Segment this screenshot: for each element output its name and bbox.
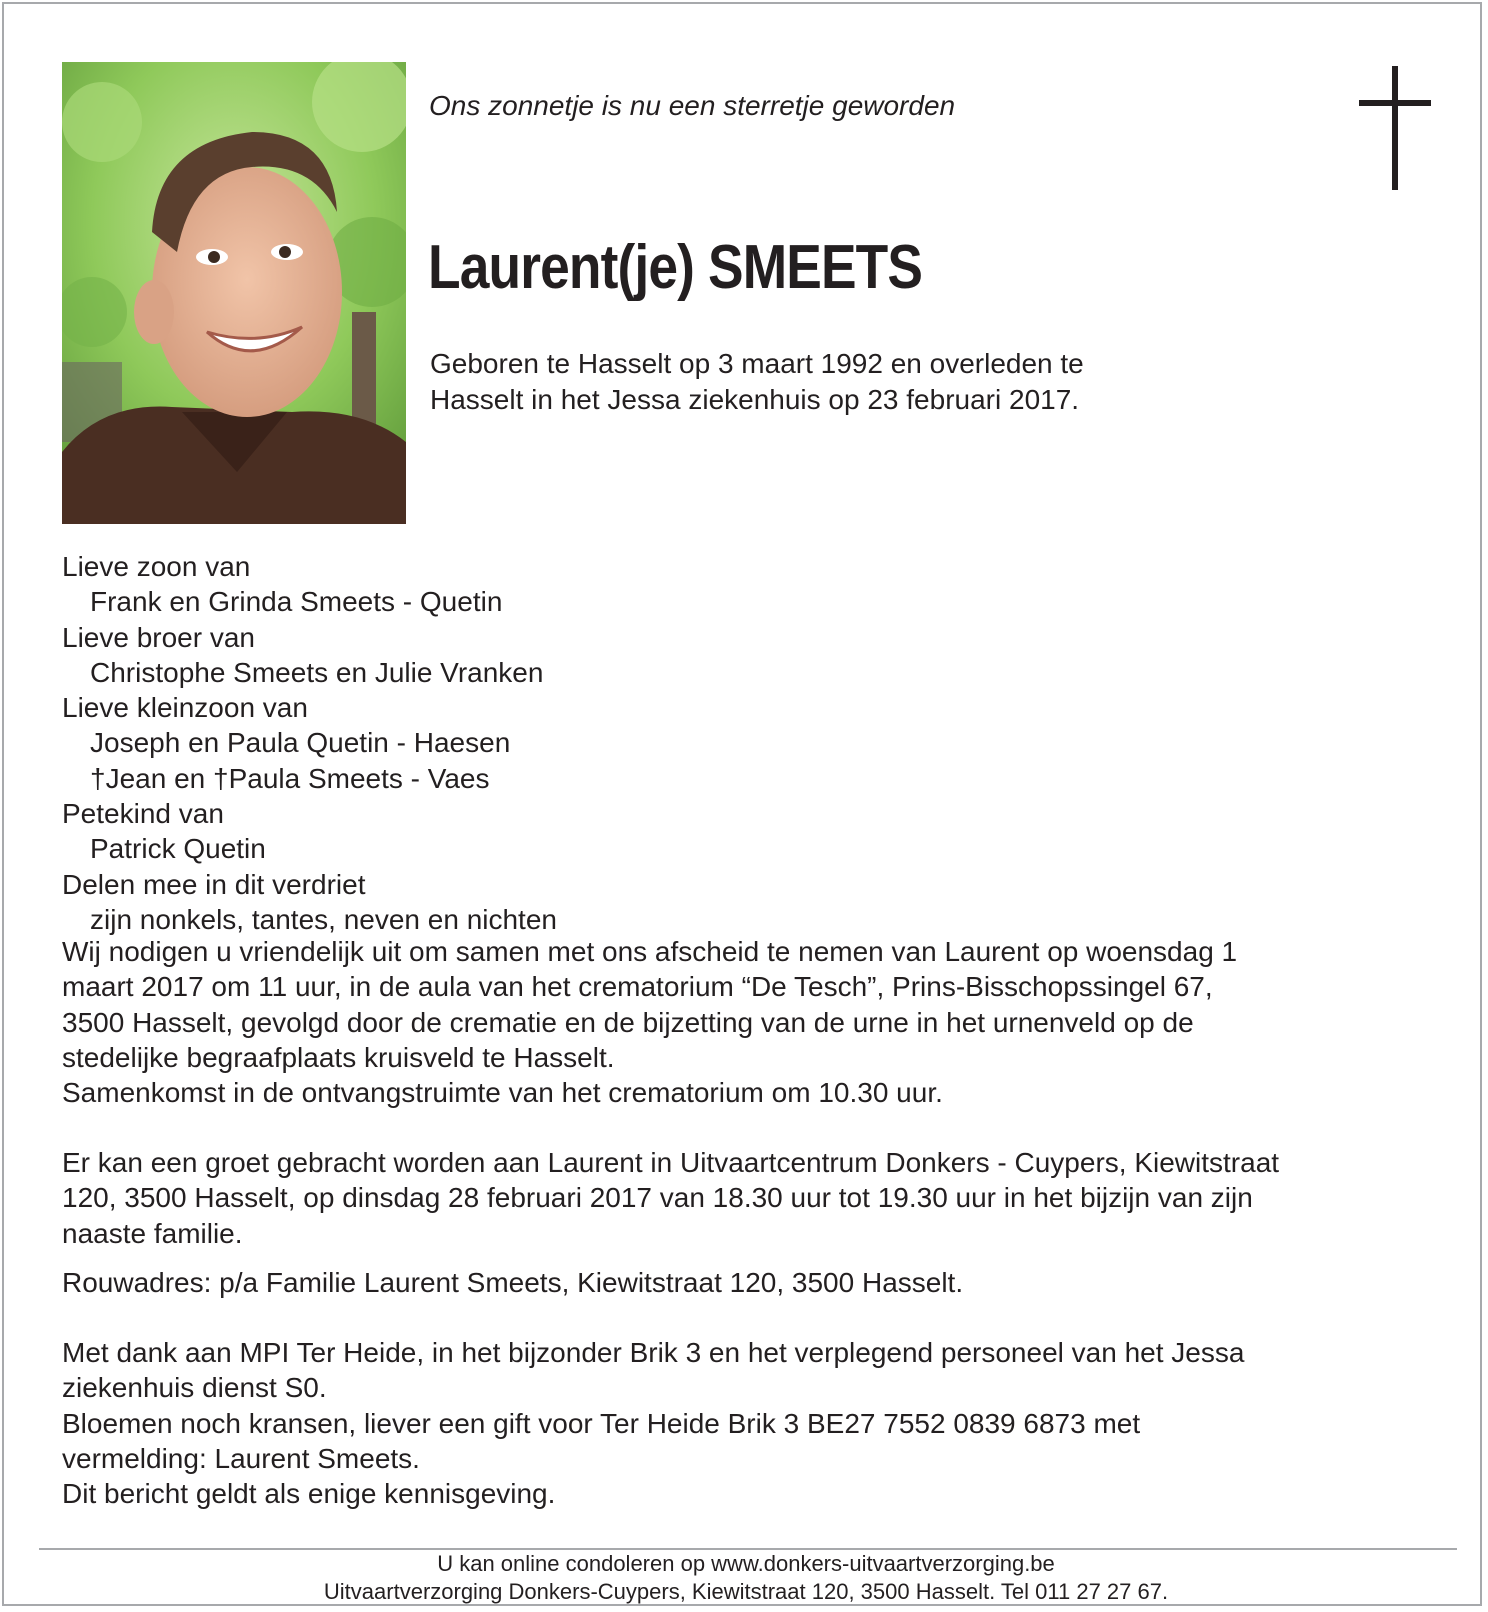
condolence-line: U kan online condoleren op www.donkers-uitvaartverzorging.be xyxy=(437,1551,1055,1576)
text-line: vermelding: Laurent Smeets. xyxy=(62,1442,420,1474)
text-line: Met dank aan MPI Ter Heide, in het bijzonder Brik 3 en het verplegend personeel van het Jessa xyxy=(62,1337,1245,1368)
text-line: maart 2017 om 11 uur, in de aula van het crematorium “De Tesch”, Prins-Bisschopssingel 67, xyxy=(62,971,1213,1003)
text-line: Dit bericht geldt als enige kennisgeving. xyxy=(62,1478,556,1510)
text-line: Bloemen noch kransen, liever een gift voor Ter Heide Brik 3 BE27 7552 0839 6873 met xyxy=(62,1407,1141,1439)
text-line: naaste familie. xyxy=(62,1217,243,1249)
mourning-address xyxy=(62,1265,963,1300)
cross-icon xyxy=(1359,66,1431,190)
birth-death-info xyxy=(430,346,1084,418)
portrait-image xyxy=(62,62,406,524)
family-label: Petekind van xyxy=(62,798,224,830)
family-names: Joseph en Paula Quetin - Haesen xyxy=(90,727,511,759)
family-label: Lieve kleinzoon van xyxy=(62,692,308,724)
birth-line: Geboren te Hasselt op 3 maart 1992 en overleden te xyxy=(430,348,1084,379)
footer xyxy=(4,1550,1488,1606)
birth-line: Hasselt in het Jessa ziekenhuis op 23 februari 2017. xyxy=(430,384,1080,415)
family-names: zijn nonkels, tantes, neven en nichten xyxy=(90,903,557,935)
text-line: 3500 Hasselt, gevolgd door de crematie en de bijzetting van de urne in het urnenveld op de xyxy=(62,1006,1194,1038)
text-line: Wij nodigen u vriendelijk uit om samen met ons afscheid te nemen van Laurent op woensdag 1 xyxy=(62,936,1238,967)
greeting-paragraph xyxy=(62,1145,1279,1251)
obituary-card xyxy=(2,2,1482,1606)
portrait-photo xyxy=(62,62,406,524)
text-line: ziekenhuis dienst S0. xyxy=(62,1372,327,1404)
family-list xyxy=(62,549,557,937)
family-names: †Jean en †Paula Smeets - Vaes xyxy=(90,762,490,794)
text-line: Rouwadres: p/a Familie Laurent Smeets, Kiewitstraat 120, 3500 Hasselt. xyxy=(62,1267,964,1298)
text-line: Samenkomst in de ontvangstruimte van het crematorium om 10.30 uur. xyxy=(62,1077,943,1109)
funeral-home-line: Uitvaartverzorging Donkers-Cuypers, Kiewitstraat 120, 3500 Hasselt. Tel 011 27 27 67. xyxy=(323,1579,1169,1604)
text-line: 120, 3500 Hasselt, op dinsdag 28 februari 2017 van 18.30 uur tot 19.30 uur in het bijzijn van zijn xyxy=(62,1182,1253,1214)
thanks-paragraph xyxy=(62,1335,1244,1511)
family-label: Delen mee in dit verdriet xyxy=(62,868,366,900)
family-label: Lieve broer van xyxy=(62,621,256,653)
tagline: Ons zonnetje is nu een sterretje geworden xyxy=(429,90,956,121)
family-names: Frank en Grinda Smeets - Quetin xyxy=(90,586,503,618)
invitation-paragraph xyxy=(62,934,1237,1110)
family-names: Patrick Quetin xyxy=(90,833,266,865)
text-line: stedelijke begraafplaats kruisveld te Hasselt. xyxy=(62,1041,615,1073)
deceased-name: Laurent(je) SMEETS xyxy=(428,233,923,302)
family-names: Christophe Smeets en Julie Vranken xyxy=(90,656,544,688)
family-label: Lieve zoon van xyxy=(62,551,251,582)
text-line: Er kan een groet gebracht worden aan Laurent in Uitvaartcentrum Donkers - Cuypers, Kiewitstraat xyxy=(62,1147,1280,1178)
